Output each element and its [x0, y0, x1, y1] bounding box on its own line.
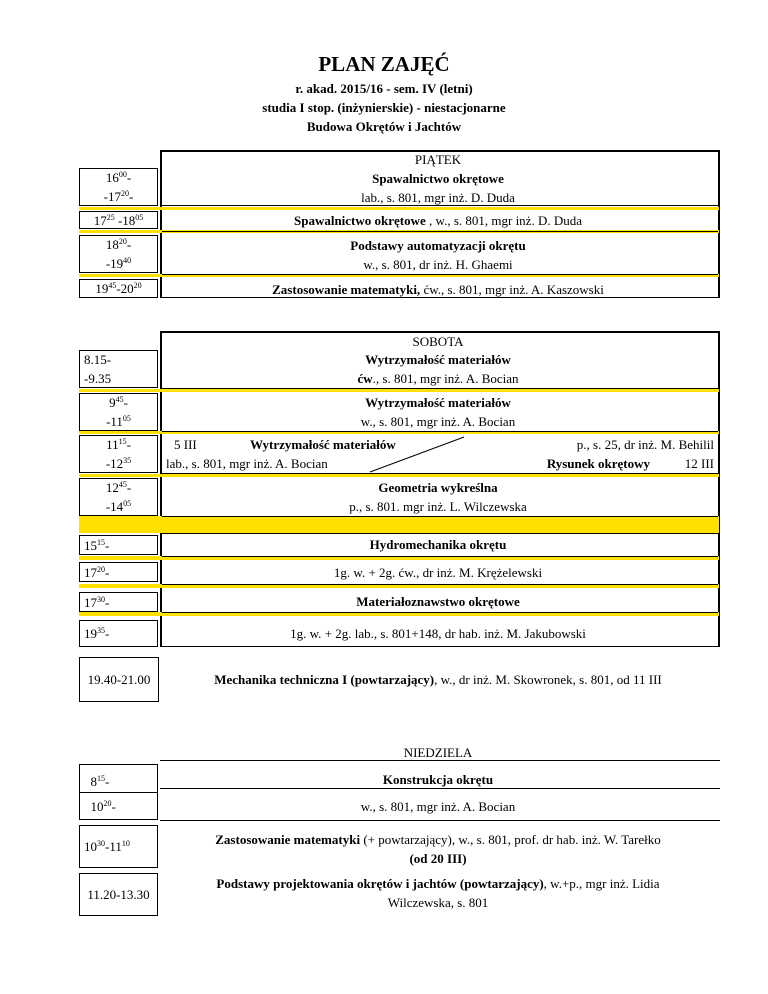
day-heading-sunday: NIEDZIELA [403, 745, 473, 760]
time-slot: $18^{20}-$ $-19^{40}$ [79, 235, 158, 273]
time-slot: $17^{20}-$ [79, 562, 158, 582]
class-entry: Hydromechanika okrętu [369, 537, 507, 552]
academic-year: r. akad. 2015/16 - sem. IV (letni) [295, 81, 473, 96]
time-slot: 19.40-21.00 [79, 657, 159, 702]
time-slot: $10^{30}-11^{10}$ [79, 825, 158, 868]
split-divider [162, 435, 718, 473]
time-slot: $19^{45}-20^{20}$ [79, 279, 158, 298]
time-slot: $9^{45}-$ $-11^{05}$ [79, 393, 158, 431]
class-entry: Wytrzymałość materiałów ćw., s. 801, mgr inż. A. Bocian [357, 352, 519, 386]
time-slot: $12^{45}-$ $-14^{05}$ [79, 478, 158, 516]
day-heading-saturday: SOBOTA [412, 334, 464, 349]
time-slot: $19^{35}-$ [79, 620, 158, 647]
class-entry: 1g. w. + 2g. lab., s. 801+148, dr hab. inż. M. Jakubowski [290, 626, 586, 641]
class-entry: Wytrzymałość materiałów w., s. 801, mgr inż. A. Bocian [360, 395, 516, 429]
page-title: PLAN ZAJĘĆ [318, 52, 450, 76]
time-slot: $8^{15}-$ [79, 764, 158, 798]
class-entry: Podstawy automatyzacji okrętu w., s. 801, dr inż. H. Ghaemi [350, 238, 526, 272]
class-entry: Konstrukcja okrętu [382, 772, 494, 787]
time-slot: $17^{25}$ $-18^{05}$ [79, 211, 158, 229]
class-entry: Spawalnictwo okrętowe lab., s. 801, mgr inż. D. Duda [361, 171, 515, 205]
class-entry: Geometria wykreślna p., s. 801. mgr inż. L. Wilczewska [349, 480, 527, 514]
time-slot: $15^{15}-$ [79, 535, 158, 555]
class-entry: Materiałoznawstwo okrętowe [356, 594, 520, 609]
time-slot: 8.15- -9.35 [79, 350, 158, 388]
split-class-entry: 5 III Wytrzymałość materiałów lab., s. 801, mgr inż. A. Bocian p., s. 25, dr inż. M. Behilil Rysunek okrętowy 12 III [162, 435, 718, 473]
class-entry: Zastosowanie matematyki (+ powtarzający), w., s. 801, prof. dr hab. inż. W. Tarełko (od 20 III) [215, 832, 661, 866]
class-entry: Podstawy projektowania okrętów i jachtów (powtarzający), w.+p., mgr inż. Lidia Wilczewska, s. 801 [216, 876, 660, 910]
time-slot: $16^{00}-$ $-17^{20}-$ [79, 168, 158, 206]
time-slot: $10^{20}-$ [79, 792, 158, 820]
class-entry: Zastosowanie matematyki, ćw., s. 801, mgr inż. A. Kaszowski [272, 282, 604, 297]
field-of-study: Budowa Okrętów i Jachtów [306, 119, 462, 134]
break-bar [79, 516, 719, 533]
class-entry: Spawalnictwo okrętowe , w., s. 801, mgr inż. D. Duda [293, 213, 583, 228]
time-slot: $11^{15}-$ $-12^{35}$ [79, 435, 158, 473]
study-type: studia I stop. (inżynierskie) - niestacjonarne [262, 100, 506, 115]
class-entry: w., s. 801, mgr inż. A. Bocian [360, 799, 516, 814]
time-slot: 11.20-13.30 [79, 873, 158, 916]
class-entry: Mechanika techniczna I (powtarzający), w., dr inż. M. Skowronek, s. 801, od 11 III [214, 672, 662, 687]
time-slot: $17^{30}-$ [79, 592, 158, 612]
class-entry: 1g. w. + 2g. ćw., dr inż. M. Krężelewski [333, 565, 543, 580]
day-heading-friday: PIĄTEK [414, 152, 462, 167]
